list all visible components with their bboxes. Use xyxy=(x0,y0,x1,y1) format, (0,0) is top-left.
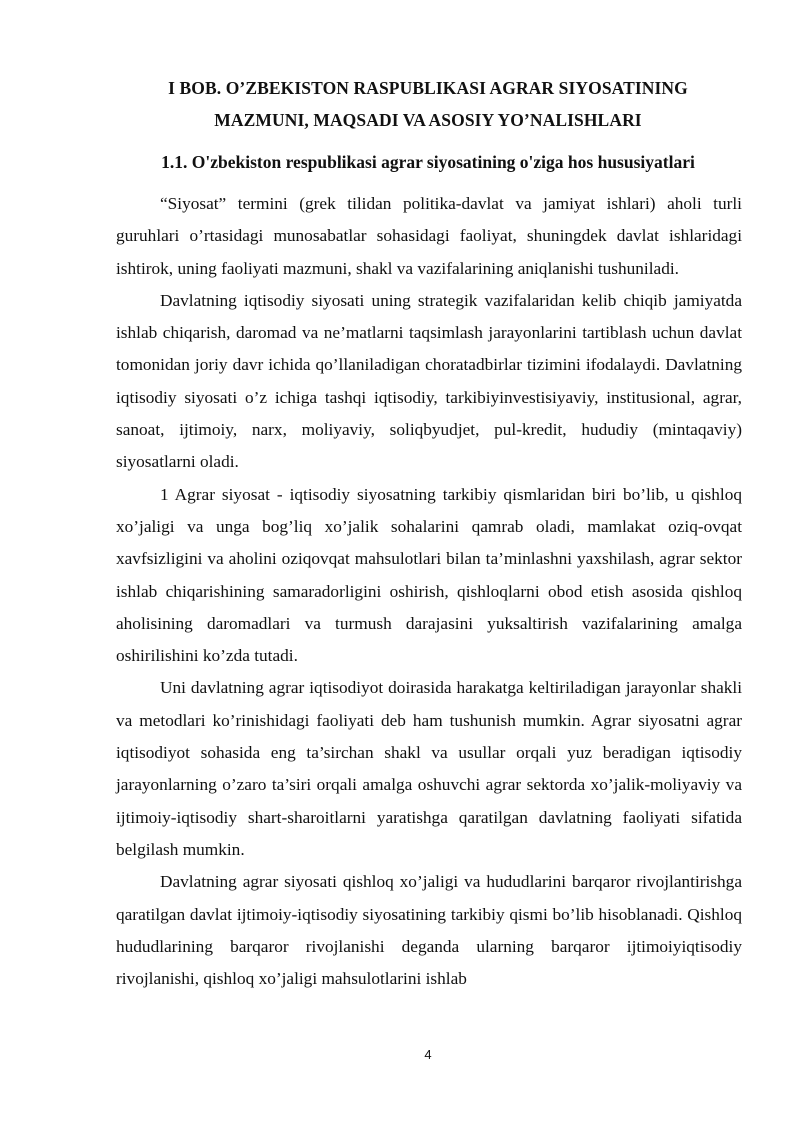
chapter-title-line-1: I BOB. O’ZBEKISTON RASPUBLIKASI AGRAR SIYOSATINING xyxy=(168,78,688,98)
page-number: 4 xyxy=(424,1047,432,1062)
paragraph: “Siyosat” termini (grek tilidan politika-davlat va jamiyat ishlari) aholi turli guruhlari o’rtasidagi munosabatlar sohasidagi faoliyat, shuningdek davlat ishlaridagi ishtirok, uning faoliyati mazmuni, shakl va vazifalarining aniqlanishi tushuniladi. xyxy=(116,194,742,278)
body-text xyxy=(116,188,742,995)
chapter-title-line-2: MAZMUNI, MAQSADI VA ASOSIY YO’NALISHLARI xyxy=(214,110,642,130)
paragraph: Davlatning iqtisodiy siyosati uning strategik vazifalaridan kelib chiqib jamiyatda ishlab chiqarish, daromad va ne’matlarni taqsimlash jarayonlarini tartiblash uchun davlat tomonidan joriy davr ichida qo’llaniladigan choratadbirlar tizimini ifodalaydi. Davlatning iqtisodiy siyosati o’z ichiga tashqi iqtisodiy, tarkibiyinvestisiyaviy, institusional, agrar, sanoat, ijtimoiy, narx, moliyaviy, soliqbyudjet, pul-kredit, hududiy (mintaqaviy) siyosatlarni oladi. xyxy=(116,290,742,472)
paragraph: Uni davlatning agrar iqtisodiyot doirasida harakatga keltiriladigan jarayonlar shakli va metodlari ko’rinishidagi faoliyati deb ham tushunish mumkin. Agrar siyosatni agrar iqtisodiyot sohasida eng ta’sirchan shakl va usullar orqali yuz beradigan iqtisodiy jarayonlarning o’zaro ta’siri orqali amalga oshuvchi agrar sektorda xo’jalik-moliyaviy va ijtimoiy-iqtisodiy shart-sharoitlarni yaratishga qaratilgan davlatning faoliyati sifatida belgilash mumkin. xyxy=(116,678,742,859)
section-title: 1.1. O'zbekiston respublikasi agrar siyosatining o'ziga hos hususiyatlari xyxy=(161,152,695,172)
chapter-title xyxy=(100,72,756,136)
paragraph: Davlatning agrar siyosati qishloq xo’jaligi va hududlarini barqaror rivojlantirishga qaratilgan davlat ijtimoiy-iqtisodiy siyosatining tarkibiy qismi bo’lib hisoblanadi. Qishloq hududlarining barqaror rivojlanishi deganda ularning barqaror ijtimoiyiqtisodiy rivojlanishi, qishloq xo’jaligi mahsulotlarini ishlab xyxy=(116,872,742,989)
paragraph: 1 Agrar siyosat - iqtisodiy siyosatning tarkibiy qismlaridan biri bo’lib, u qishloq xo’jaligi va unga bog’liq xo’jalik sohalarini qamrab oladi, mamlakat oziq-ovqat xavfsizligini va aholini oziqovqat mahsulotlari bilan ta’minlashni yaxshilash, agrar sektor ishlab chiqarishining samaradorligini oshirish, qishloqlarni obod etish asosida qishloq aholisining daromadlari va turmush darajasini yuksaltirish vazifalarining amalga oshirilishini ko’zda tutadi. xyxy=(116,484,742,666)
